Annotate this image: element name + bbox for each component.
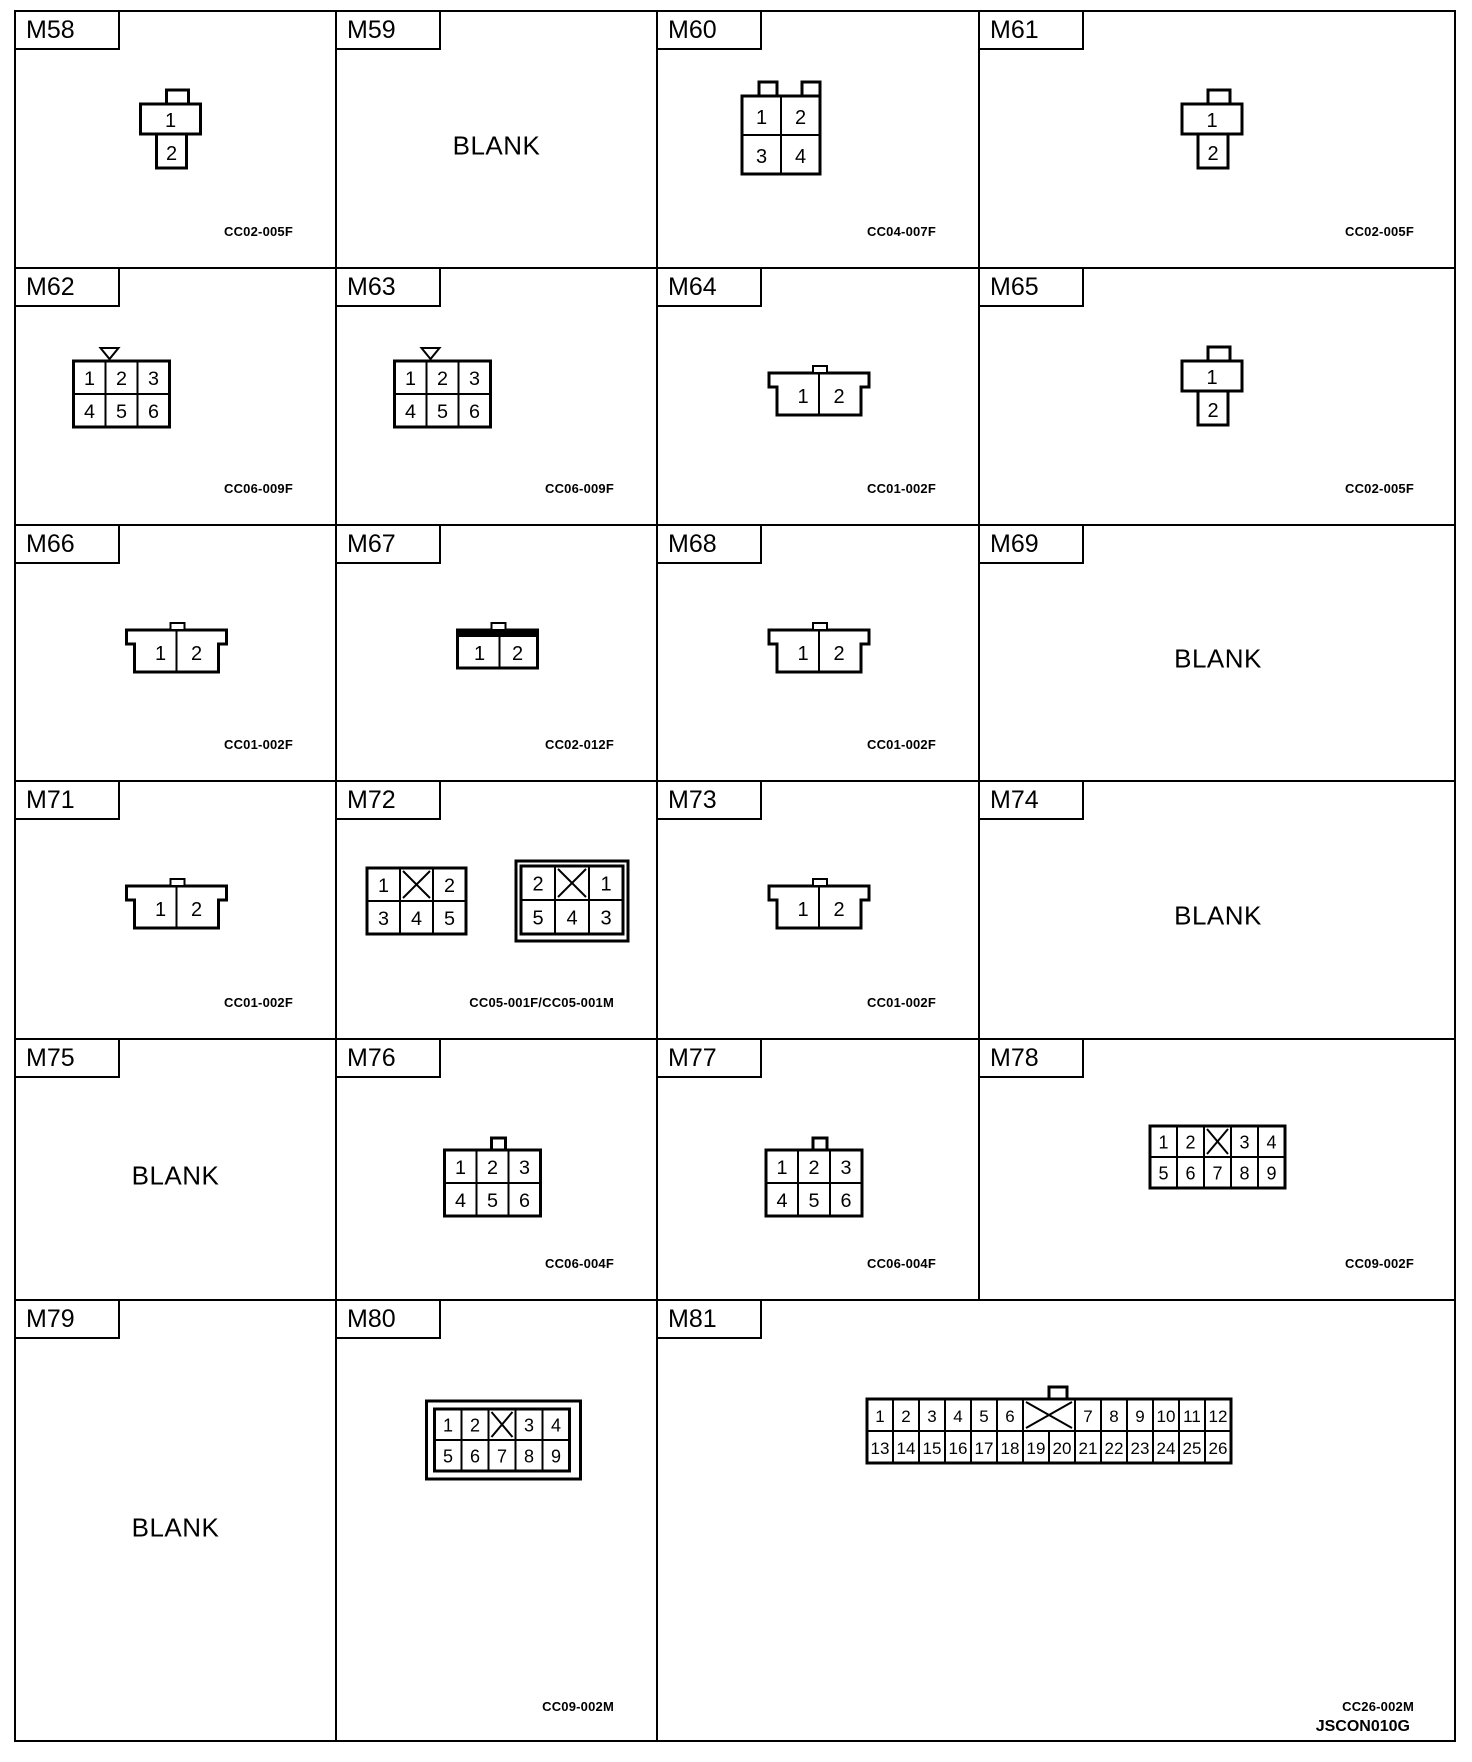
connector-id-label: M80 [337, 1301, 441, 1339]
pin-number: 19 [1026, 1439, 1046, 1459]
pin-number: 17 [974, 1439, 994, 1459]
pin-number: 5 [1158, 1163, 1169, 1184]
document-id: JSCON010G [1315, 1718, 1410, 1735]
pin-number: 5 [443, 907, 456, 930]
pin-number: 18 [1000, 1439, 1020, 1459]
pin-number: 2 [1207, 143, 1219, 165]
pin-number: 6 [1005, 1407, 1015, 1427]
connector-face-diagram [980, 269, 1456, 526]
pin-number: 15 [922, 1439, 942, 1459]
pin-number: 1 [164, 110, 177, 132]
locking-tab [802, 82, 820, 96]
pin-number: 1 [442, 1415, 454, 1436]
connector-cell-m64 [658, 269, 980, 526]
pin-number: 2 [443, 874, 456, 897]
pin-number: 12 [1208, 1407, 1228, 1427]
pin-number: 1 [454, 1156, 467, 1179]
pin-number: 4 [566, 907, 578, 930]
pin-number: 6 [518, 1189, 531, 1212]
connector-id-label: M79 [16, 1301, 120, 1339]
part-code: CC04-007F [867, 224, 936, 239]
connector-id-label: M61 [980, 12, 1084, 50]
pin-number: 1 [755, 107, 768, 130]
pin-number: 2 [1207, 400, 1219, 422]
pin-number: 2 [115, 367, 128, 390]
pin-number: 2 [833, 899, 845, 921]
pin-number: 1 [154, 643, 167, 665]
pin-number: 5 [532, 907, 544, 930]
locking-tab [1049, 1387, 1067, 1399]
connector-face-diagram [337, 1040, 658, 1301]
locking-tab [492, 1138, 506, 1150]
connector-cell-m76 [337, 1040, 658, 1301]
pin-number: 1 [83, 367, 96, 390]
connector-id-label: M62 [16, 269, 120, 307]
connector-face-diagram [658, 526, 980, 782]
pin-number: 8 [1239, 1163, 1250, 1184]
connector-face-diagram [16, 526, 337, 782]
pin-number: 2 [833, 386, 845, 408]
connector-cell-m79 [16, 1301, 337, 1742]
pin-number: 2 [436, 367, 449, 390]
pin-number: 2 [486, 1156, 499, 1179]
pin-number: 2 [833, 643, 845, 665]
pin-number: 2 [190, 899, 203, 921]
pin-number: 1 [797, 386, 809, 408]
pin-number: 25 [1182, 1439, 1202, 1459]
connector-id-label: M72 [337, 782, 441, 820]
connector-cell-m62 [16, 269, 337, 526]
connector-id-label: M58 [16, 12, 120, 50]
pin-number: 13 [870, 1439, 890, 1459]
connector-id-label: M64 [658, 269, 762, 307]
pin-number: 4 [404, 400, 417, 423]
part-code: CC01-002F [867, 995, 936, 1010]
pin-number: 1 [797, 643, 809, 665]
connector-id-label: M78 [980, 1040, 1084, 1078]
connector-id-label: M66 [16, 526, 120, 564]
connector-id-label: M71 [16, 782, 120, 820]
pin-number: 8 [523, 1446, 535, 1467]
connector-cell-m61 [980, 12, 1456, 269]
connector-grid [14, 10, 1456, 1742]
part-code: CC09-002F [1345, 1256, 1414, 1271]
pin-number: 7 [496, 1446, 508, 1467]
part-code: CC01-002F [224, 995, 293, 1010]
part-code: CC09-002M [542, 1699, 614, 1714]
connector-id-label: M68 [658, 526, 762, 564]
pin-number: 1 [797, 899, 809, 921]
connector-face-diagram [16, 269, 337, 526]
connector-id-label: M69 [980, 526, 1084, 564]
pin-number: 6 [1185, 1163, 1196, 1184]
connector-cell-m60 [658, 12, 980, 269]
connector-cell-m75 [16, 1040, 337, 1301]
part-code: CC01-002F [224, 737, 293, 752]
pin-number: 4 [1266, 1132, 1277, 1153]
pin-number: 4 [83, 400, 96, 423]
blank-label: BLANK [1174, 900, 1262, 931]
blank-label: BLANK [131, 1160, 220, 1191]
locking-tab [813, 1138, 827, 1150]
connector-face-diagram [658, 1301, 1456, 1742]
locking-tab [1208, 347, 1230, 361]
connector-id-label: M75 [16, 1040, 120, 1078]
pin-number: 2 [532, 873, 544, 896]
locking-tab [171, 879, 185, 886]
pin-number: 3 [523, 1415, 535, 1436]
connector-face-diagram [658, 1040, 980, 1301]
pin-number: 2 [511, 643, 524, 665]
locking-tab [492, 623, 506, 630]
pin-number: 6 [840, 1189, 852, 1212]
pin-number: 1 [600, 873, 612, 896]
pin-number: 3 [147, 367, 160, 390]
pin-number: 4 [454, 1189, 467, 1212]
pin-number: 5 [486, 1189, 499, 1212]
part-code: CC06-009F [545, 481, 614, 496]
locking-tab [759, 82, 777, 96]
part-code: CC01-002F [867, 481, 936, 496]
connector-cell-m59 [337, 12, 658, 269]
pin-number: 9 [1266, 1163, 1277, 1184]
pin-number: 2 [190, 643, 203, 665]
pin-number: 6 [469, 1446, 481, 1467]
pin-number: 11 [1183, 1407, 1201, 1427]
pin-number: 3 [840, 1156, 852, 1179]
pin-number: 2 [165, 143, 178, 165]
pin-number: 16 [948, 1439, 968, 1459]
connector-cell-m66 [16, 526, 337, 782]
pin-number: 4 [794, 146, 807, 169]
connector-cell-m58 [16, 12, 337, 269]
connector-face-diagram [16, 782, 337, 1040]
connector-id-label: M74 [980, 782, 1084, 820]
connector-face-diagram [337, 1301, 658, 1742]
pin-number: 9 [550, 1446, 562, 1467]
pin-number: 1 [473, 643, 486, 665]
blank-label: BLANK [131, 1512, 220, 1543]
part-code: CC06-004F [545, 1256, 614, 1271]
pin-number: 1 [1206, 367, 1218, 389]
blank-label: BLANK [1174, 643, 1262, 674]
connector-face-diagram [16, 12, 337, 269]
part-code: CC02-005F [1345, 481, 1414, 496]
pin-number: 1 [154, 899, 167, 921]
connector-id-label: M65 [980, 269, 1084, 307]
blank-label: BLANK [452, 130, 541, 161]
connector-cell-m73 [658, 782, 980, 1040]
connector-face-diagram [658, 12, 980, 269]
pin-number: 1 [1206, 110, 1218, 132]
pin-number: 5 [436, 400, 449, 423]
locking-tab [167, 90, 189, 104]
part-code: CC26-002M [1342, 1699, 1414, 1714]
pin-number: 26 [1208, 1439, 1228, 1459]
part-code: CC06-009F [224, 481, 293, 496]
pin-number: 22 [1104, 1439, 1124, 1459]
pin-number: 6 [468, 400, 481, 423]
connector-cell-m68 [658, 526, 980, 782]
locking-tab [813, 879, 827, 886]
pin-number: 1 [776, 1156, 788, 1179]
pin-number: 2 [1185, 1132, 1196, 1153]
connector-cell-m80 [337, 1301, 658, 1742]
pin-number: 1 [377, 874, 390, 897]
connector-id-label: M81 [658, 1301, 762, 1339]
part-code: CC02-012F [545, 737, 614, 752]
pin-1-marker-icon [101, 348, 119, 359]
pin-number: 2 [794, 107, 807, 130]
pin-number: 3 [1239, 1132, 1250, 1153]
pin-number: 5 [979, 1407, 989, 1427]
pin-1-marker-icon [422, 348, 440, 359]
pin-number: 3 [468, 367, 481, 390]
pin-number: 7 [1212, 1163, 1223, 1184]
locking-tab [813, 366, 827, 373]
connector-cell-m63 [337, 269, 658, 526]
pin-number: 3 [600, 907, 612, 930]
locking-tab [171, 623, 185, 630]
pin-number: 23 [1130, 1439, 1150, 1459]
connector-face-diagram [980, 12, 1456, 269]
pin-number: 4 [410, 907, 423, 930]
pin-number: 5 [442, 1446, 454, 1467]
pin-number: 5 [115, 400, 128, 423]
pin-number: 6 [147, 400, 160, 423]
connector-face-diagram [980, 1040, 1456, 1301]
pin-number: 14 [896, 1439, 916, 1459]
connector-cell-m81 [658, 1301, 1456, 1742]
pin-number: 1 [875, 1407, 885, 1427]
pin-number: 2 [808, 1156, 820, 1179]
connector-id-label: M76 [337, 1040, 441, 1078]
connector-cell-m65 [980, 269, 1456, 526]
pin-number: 4 [953, 1407, 963, 1427]
pin-number: 2 [901, 1407, 911, 1427]
pin-number: 3 [518, 1156, 531, 1179]
pin-number: 20 [1052, 1439, 1072, 1459]
pin-number: 1 [1158, 1132, 1169, 1153]
part-code: CC06-004F [867, 1256, 936, 1271]
connector-cell-m77 [658, 1040, 980, 1301]
connector-cell-m69 [980, 526, 1456, 782]
connector-cell-m71 [16, 782, 337, 1040]
connector-id-label: M59 [337, 12, 441, 50]
part-code: CC05-001F/CC05-001M [469, 995, 614, 1010]
pin-number: 9 [1135, 1407, 1145, 1427]
pin-number: 8 [1109, 1407, 1119, 1427]
connector-face-diagram [337, 782, 658, 1040]
connector-id-label: M77 [658, 1040, 762, 1078]
pin-number: 7 [1083, 1407, 1093, 1427]
connector-id-label: M73 [658, 782, 762, 820]
connector-face-diagram [337, 269, 658, 526]
pin-number: 21 [1078, 1439, 1098, 1459]
connector-cell-m74 [980, 782, 1456, 1040]
connector-face-diagram [658, 782, 980, 1040]
pin-number: 3 [755, 146, 768, 169]
pin-number: 24 [1156, 1439, 1176, 1459]
connector-face-diagram [337, 526, 658, 782]
connector-id-label: M63 [337, 269, 441, 307]
pin-number: 3 [927, 1407, 937, 1427]
part-code: CC02-005F [1345, 224, 1414, 239]
pin-number: 10 [1156, 1407, 1176, 1427]
pin-number: 5 [808, 1189, 820, 1212]
pin-number: 3 [377, 907, 390, 930]
part-code: CC01-002F [867, 737, 936, 752]
connector-top-band [458, 630, 538, 637]
connector-cell-m67 [337, 526, 658, 782]
pin-number: 2 [469, 1415, 481, 1436]
connector-id-label: M60 [658, 12, 762, 50]
connector-cell-m72 [337, 782, 658, 1040]
connector-id-label: M67 [337, 526, 441, 564]
connector-face-diagram [658, 269, 980, 526]
connector-cell-m78 [980, 1040, 1456, 1301]
locking-tab [1208, 90, 1230, 104]
pin-number: 4 [776, 1189, 788, 1212]
pin-number: 4 [550, 1415, 562, 1436]
part-code: CC02-005F [224, 224, 293, 239]
pin-number: 1 [404, 367, 417, 390]
locking-tab [813, 623, 827, 630]
